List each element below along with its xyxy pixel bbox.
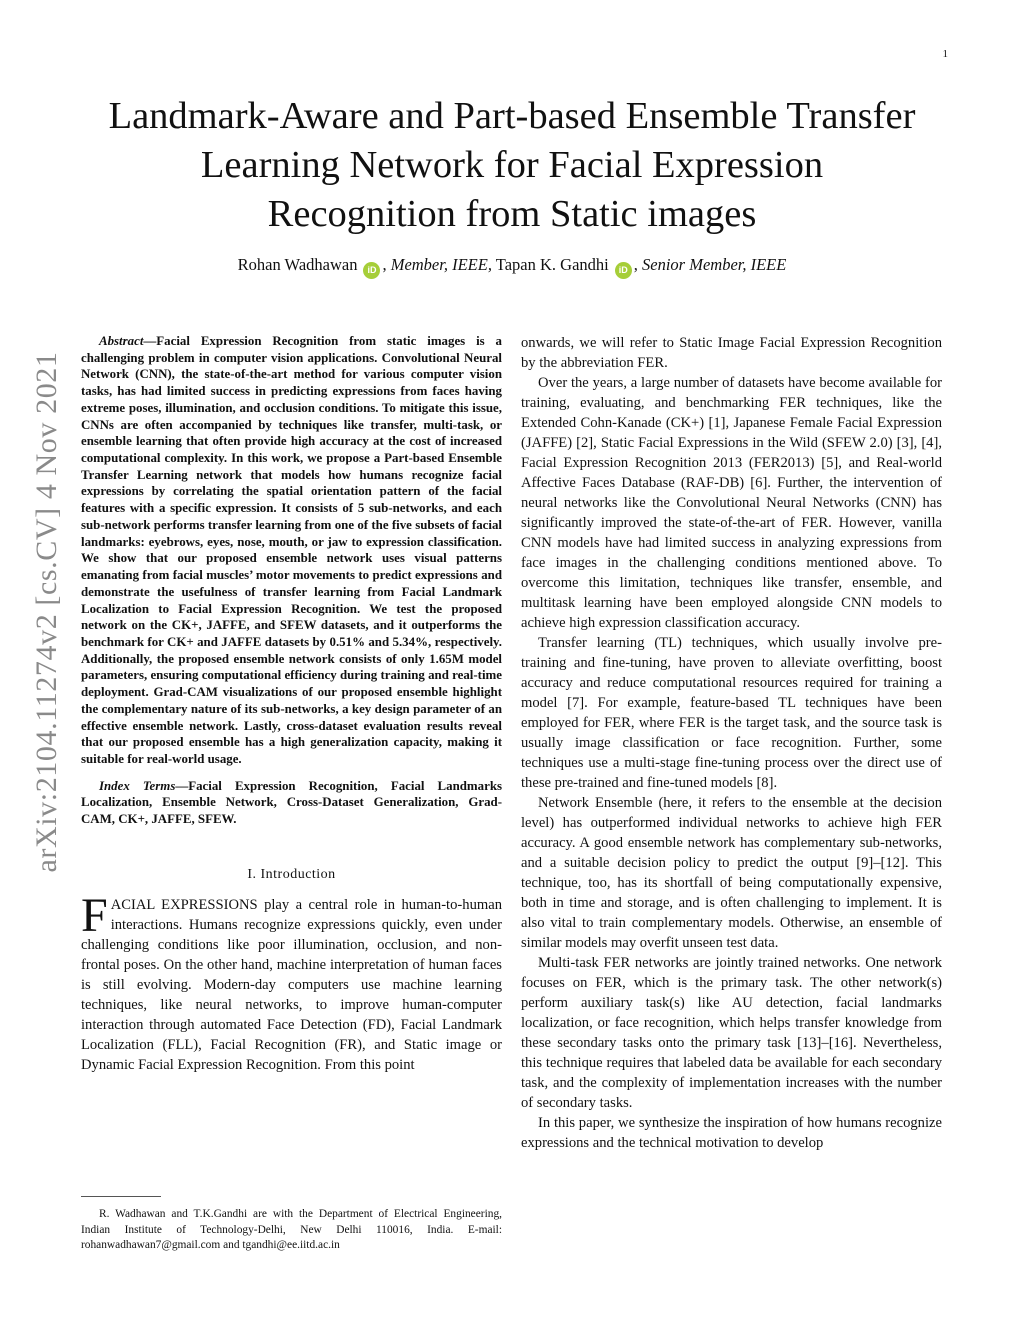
drop-cap: F	[81, 888, 108, 942]
author-role: Senior Member, IEEE	[642, 255, 787, 274]
right-column	[521, 333, 942, 1153]
index-terms-text: —Facial Expression Recognition, Facial Landmarks Localization, Ensemble Network, Cross-Dataset Generalization, Grad-CAM, CK+, JAFFE, SFEW.	[81, 778, 503, 827]
affiliation-footnote: R. Wadhawan and T.K.Gandhi are with the Department of Electrical Engineering, Indian Institute of Technology-Delhi, New Delhi 110016, India. E-mail: rohanwadhawan7@gmail.com and tgandhi@ee.iitd.ac.in	[81, 1208, 502, 1251]
orcid-icon[interactable]: iD	[615, 262, 632, 279]
introduction-text: ACIAL EXPRESSIONS play a central role in human-to-human interactions. Humans recognize expressions quickly, even under challenging conditions like poor illumination, occlusion, and non-frontal poses. On the other hand, machine interpretation of human faces is still evolving. Modern-day computers use machine learning techniques, like neural networks, to improve human-computer interaction through automated Face Detection (FD), Facial Landmark Localization (FLL), Facial Recognition (FR), and Static image or Dynamic Facial Expression Recognition. From this point	[81, 896, 502, 1073]
index-terms-label: Index Terms	[99, 778, 176, 793]
section-heading-introduction: I. Introduction	[247, 866, 336, 882]
introduction-paragraph	[81, 888, 502, 1075]
body-paragraph: Over the years, a large number of datasets have become available for training, evaluating, and benchmarking FER techniques, like the Extended Cohn-Kanade (CK+) [1], Japanese Female Facial Expression (JAFFE) [2], Static Facial Expressions in the Wild (SFEW 2.0) [3], [4], Facial Expression Recognition 2013 (FER2013) [5], and Real-world Affective Faces Database (RAF-DB) [6]. Further, the intervention of neural networks like the Convolutional Neural Networks (CNN) has significantly improved the state-of-the-art of FER. However, vanilla CNN models have had limited success in analyzing expressions from face images in the challenging conditions mentioned above. To overcome this limitation, techniques like transfer, ensemble, and multitask learning have been employed alongside CNN models to achieve high expression classification accuracy.	[521, 375, 942, 631]
abstract	[81, 333, 502, 768]
left-column	[81, 333, 502, 1075]
body-paragraph: Transfer learning (TL) techniques, which usually involve pre-training and fine-tuning, have proven to alleviate overfitting, boost accuracy and reduce computational resources required for training a model [7]. For example, feature-based TL techniques have been employed for FER, where FER is the target task, and the source task is usually image classification or face recognition. Further, some techniques use a multi-stage fine-tuning process over the direct use of these pre-trained and fine-tuned models [8].	[521, 635, 942, 791]
author-line: Rohan Wadhawan iD , Member, IEEE, Tapan K. Gandhi iD , Senior Member, IEEE	[70, 254, 954, 279]
page-number: 1	[942, 48, 948, 60]
title-line: Recognition from Static images	[267, 193, 757, 235]
title-line: Landmark-Aware and Part-based Ensemble Transfer	[108, 95, 916, 137]
author-role: Member, IEEE,	[390, 255, 492, 274]
abstract-text: —Facial Expression Recognition from static images is a challenging problem in computer vision applications. Convolutional Neural Network (CNN), the state-of-the-art method for various computer vision tasks, has had limited success in predicting expressions from faces having extreme poses, illumination, and occlusion conditions. To mitigate this issue, CNNs are often accompanied by techniques like transfer, multi-task, or ensemble learning that often provide high accuracy at the cost of increased computational complexity. In this work, we propose a Part-based Ensemble Transfer Learning network that models how humans recognize facial expressions by correlating the spatial orientation pattern of the facial features with a specific expression. It consists of 5 sub-networks, and each sub-network performs transfer learning from one of the five subsets of facial landmarks: eyebrows, eyes, nose, mouth, or jaw to expression classification. We show that our proposed ensemble network uses visual patterns emanating from facial muscles’ motor movements to predict expressions and demonstrate the usefulness of transfer learning from Facial Landmark Localization to Facial Expression Recognition. We test the proposed network on the CK+, JAFFE, and SFEW datasets, and it outperforms the benchmark for CK+ and JAFFE datasets by 0.51% and 5.34%, respectively. Additionally, the proposed ensemble network consists of only 1.65M model parameters, ensuring computational efficiency during training and real-time deployment. Grad-CAM visualizations of our proposed ensemble highlight the complementary nature of its sub-networks, a key design parameter of an effective ensemble network. Lastly, cross-dataset evaluation results reveal that our proposed ensemble has a high generalization capacity, making it suitable for real-world usage.	[81, 334, 502, 766]
body-paragraph: Multi-task FER networks are jointly trained networks. One network focuses on FER, which is the primary task. The other network(s) perform auxiliary task(s) like AU detection, facial landmarks localization, or face recognition, which helps transfer knowledge from these secondary tasks onto the primary task [13]–[16]. Nevertheless, this technique requires that labeled data be available for each secondary task, and the complexity of implementation increases with the number of secondary tasks.	[521, 955, 942, 1111]
body-paragraph: In this paper, we synthesize the inspiration of how humans recognize expressions and the technical motivation to develop	[521, 1115, 942, 1151]
arxiv-identifier-text: arXiv:2104.11274v2 [cs.CV] 4 Nov 2021	[30, 351, 63, 873]
title-line: Learning Network for Facial Expression	[200, 144, 824, 186]
abstract-label: Abstract	[99, 334, 144, 348]
body-paragraph: onwards, we will refer to Static Image Facial Expression Recognition by the abbreviation FER.	[521, 335, 942, 371]
paper-title	[70, 92, 954, 239]
body-paragraph: Network Ensemble (here, it refers to the ensemble at the decision level) has outperformed individual networks to achieve high FER accuracy. A good ensemble network has complementary sub-networks, and a suitable decision policy to predict the output [9]–[12]. This technique, too, has its shortfall of being computationally expensive, both in time and storage, and is often challenging to implement. It is also vital to train complementary models. Otherwise, an ensemble of similar models may overfit unseen test data.	[521, 795, 942, 951]
orcid-icon[interactable]: iD	[363, 262, 380, 279]
footnote-divider	[81, 1196, 161, 1197]
index-terms	[81, 778, 502, 828]
author-name: Rohan Wadhawan	[237, 255, 358, 274]
author-name: Tapan K. Gandhi	[495, 255, 609, 274]
